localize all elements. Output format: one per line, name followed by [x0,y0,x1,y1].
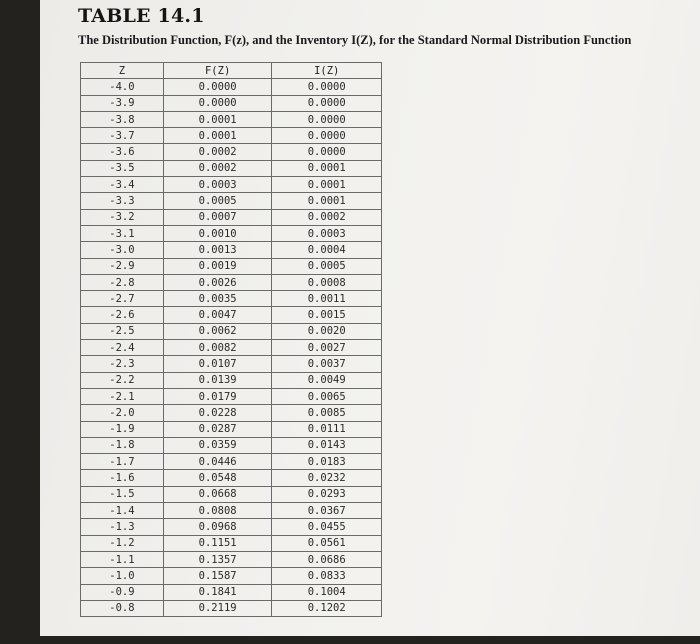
cell-iz: 0.0561 [272,535,382,551]
cell-z: -2.6 [81,307,164,323]
cell-iz: 0.0111 [272,421,382,437]
table-row [81,209,382,225]
cell-z: -1.3 [81,519,164,535]
cell-fz: 0.0007 [163,209,272,225]
table-row [81,323,382,339]
cell-fz: 0.0026 [163,274,272,290]
cell-fz: 0.0228 [163,405,272,421]
cell-fz: 0.0005 [163,193,272,209]
cell-iz: 0.0049 [272,372,382,388]
cell-fz: 0.0179 [163,388,272,404]
cell-fz: 0.0139 [163,372,272,388]
cell-iz: 0.0037 [272,356,382,372]
cell-z: -0.8 [81,600,164,616]
table-row [81,95,382,111]
table-row [81,242,382,258]
cell-z: -3.4 [81,177,164,193]
cell-fz: 0.0001 [163,128,272,144]
cell-fz: 0.0002 [163,160,272,176]
cell-z: -3.7 [81,128,164,144]
cell-fz: 0.0107 [163,356,272,372]
cell-z: -2.9 [81,258,164,274]
cell-iz: 0.0833 [272,568,382,584]
header-iz: I(Z) [272,63,382,79]
cell-fz: 0.0001 [163,111,272,127]
cell-z: -2.8 [81,274,164,290]
table-row [81,193,382,209]
textbook-page [40,0,700,636]
cell-fz: 0.0446 [163,454,272,470]
table-row [81,388,382,404]
cell-fz: 0.0968 [163,519,272,535]
header-z: Z [81,63,164,79]
cell-z: -2.1 [81,388,164,404]
cell-z: -1.2 [81,535,164,551]
cell-z: -1.4 [81,503,164,519]
table-row [81,421,382,437]
cell-z: -3.5 [81,160,164,176]
cell-fz: 0.1587 [163,568,272,584]
table-row [81,551,382,567]
cell-iz: 0.0000 [272,79,382,95]
cell-fz: 0.0548 [163,470,272,486]
table-row [81,535,382,551]
cell-iz: 0.0008 [272,274,382,290]
table-row [81,274,382,290]
cell-iz: 0.0000 [272,111,382,127]
table-row [81,307,382,323]
cell-iz: 0.0367 [272,503,382,519]
cell-z: -3.1 [81,225,164,241]
cell-iz: 0.0005 [272,258,382,274]
cell-fz: 0.0808 [163,503,272,519]
cell-z: -2.4 [81,340,164,356]
table-row [81,600,382,616]
cell-iz: 0.0002 [272,209,382,225]
cell-z: -3.6 [81,144,164,160]
table-row [81,486,382,502]
table-row [81,356,382,372]
table-row [81,437,382,453]
cell-iz: 0.0293 [272,486,382,502]
table-row [81,340,382,356]
table-row [81,519,382,535]
cell-iz: 0.0143 [272,437,382,453]
cell-iz: 0.0001 [272,160,382,176]
cell-z: -2.2 [81,372,164,388]
cell-z: -1.1 [81,551,164,567]
cell-iz: 0.0686 [272,551,382,567]
cell-fz: 0.0003 [163,177,272,193]
cell-fz: 0.0035 [163,291,272,307]
table-row [81,503,382,519]
cell-iz: 0.0001 [272,193,382,209]
cell-z: -3.2 [81,209,164,225]
cell-z: -1.8 [81,437,164,453]
cell-z: -2.3 [81,356,164,372]
table-body [81,79,382,617]
table-row [81,568,382,584]
cell-iz: 0.0004 [272,242,382,258]
table-row [81,372,382,388]
cell-fz: 0.0668 [163,486,272,502]
table-row [81,470,382,486]
cell-iz: 0.0020 [272,323,382,339]
table-row [81,405,382,421]
distribution-table [80,62,382,617]
cell-fz: 0.0287 [163,421,272,437]
cell-fz: 0.1357 [163,551,272,567]
cell-iz: 0.0183 [272,454,382,470]
cell-z: -2.7 [81,291,164,307]
table-row [81,225,382,241]
cell-z: -0.9 [81,584,164,600]
cell-fz: 0.0000 [163,95,272,111]
table-row [81,584,382,600]
cell-fz: 0.0062 [163,323,272,339]
table-row [81,160,382,176]
cell-fz: 0.0047 [163,307,272,323]
table-row [81,111,382,127]
cell-iz: 0.0000 [272,144,382,160]
cell-iz: 0.0085 [272,405,382,421]
table-title: TABLE 14.1 [78,5,205,27]
cell-z: -2.5 [81,323,164,339]
cell-fz: 0.1151 [163,535,272,551]
table-row [81,144,382,160]
cell-fz: 0.2119 [163,600,272,616]
cell-fz: 0.0010 [163,225,272,241]
cell-fz: 0.1841 [163,584,272,600]
cell-iz: 0.0003 [272,225,382,241]
cell-fz: 0.0359 [163,437,272,453]
cell-iz: 0.0000 [272,95,382,111]
cell-z: -1.9 [81,421,164,437]
cell-fz: 0.0019 [163,258,272,274]
table-row [81,454,382,470]
cell-z: -1.6 [81,470,164,486]
cell-iz: 0.0015 [272,307,382,323]
cell-fz: 0.0013 [163,242,272,258]
cell-z: -1.0 [81,568,164,584]
cell-fz: 0.0082 [163,340,272,356]
cell-iz: 0.0011 [272,291,382,307]
table-caption: The Distribution Function, F(z), and the Inventory I(Z), for the Standard Normal Distribution Function [78,33,632,47]
cell-iz: 0.0455 [272,519,382,535]
table-row [81,79,382,95]
cell-iz: 0.0001 [272,177,382,193]
cell-z: -1.5 [81,486,164,502]
cell-iz: 0.1202 [272,600,382,616]
cell-z: -3.0 [81,242,164,258]
table-row [81,291,382,307]
cell-fz: 0.0000 [163,79,272,95]
table-row [81,258,382,274]
cell-fz: 0.0002 [163,144,272,160]
table-header-row [81,63,382,79]
header-fz: F(Z) [163,63,272,79]
cell-z: -4.0 [81,79,164,95]
cell-z: -3.9 [81,95,164,111]
cell-iz: 0.0000 [272,128,382,144]
cell-z: -1.7 [81,454,164,470]
table-row [81,128,382,144]
cell-z: -2.0 [81,405,164,421]
cell-z: -3.8 [81,111,164,127]
cell-iz: 0.1004 [272,584,382,600]
table-row [81,177,382,193]
cell-iz: 0.0232 [272,470,382,486]
cell-iz: 0.0065 [272,388,382,404]
cell-iz: 0.0027 [272,340,382,356]
cell-z: -3.3 [81,193,164,209]
